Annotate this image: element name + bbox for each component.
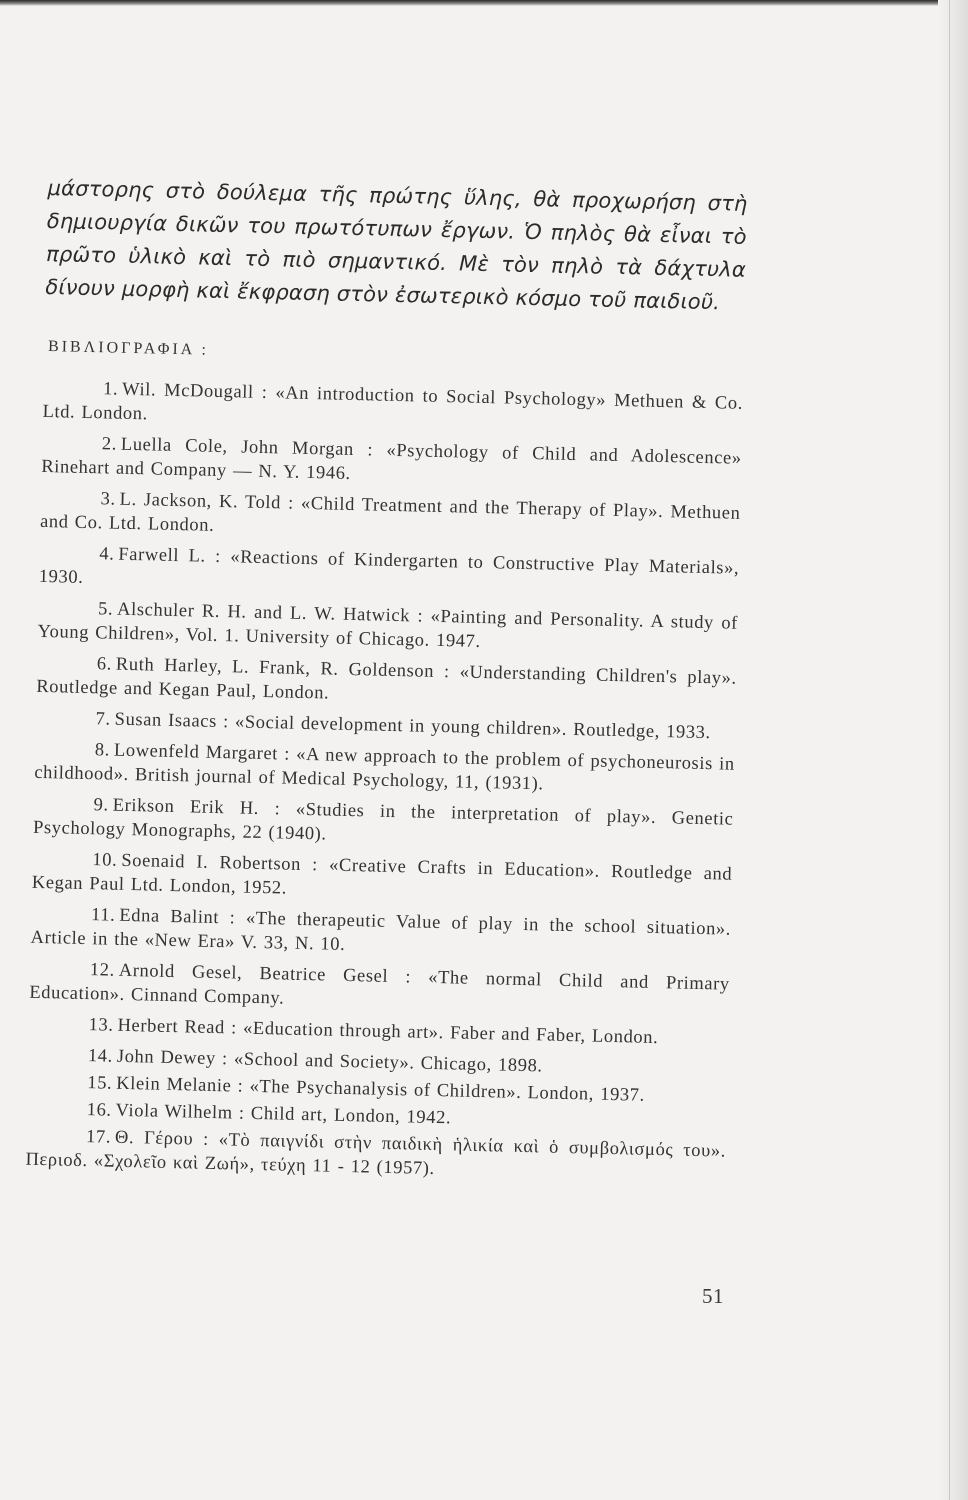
entry-text: Viola Wilhelm : Child art, London, 1942. [115,1100,452,1129]
entry-number: 4. [99,544,115,565]
bibliography-entry [34,737,735,801]
entry-text: Θ. Γέρου : «Τὸ παιγνίδι στὴν παιδικὴ ἡλικία καὶ ὁ συμβολισμός του». Περιοδ. «Σχολεῖο καὶ Ζωή», τεύχη 11 - 12 (1957). [25,1127,727,1180]
entry-text: Arnold Gesel, Beatrice Gesel : «The normal Child and Primary Education». Cinnand Company. [29,960,730,1009]
entry-text: Wil. McDougall : «An introduction to Social Psychology» Methuen & Co. Ltd. London. [42,379,744,425]
entry-number: 11. [90,905,116,926]
page-content [25,172,748,1195]
bibliography-entry [32,847,733,911]
bibliography-entry [42,376,743,440]
entry-number: 1. [102,379,119,400]
entry-text: L. Jackson, K. Told : «Child Treatment and the Therapy of Play». Methuen and Co. Ltd. London. [39,489,741,536]
bibliography-entry [41,431,742,495]
entry-text: Herbert Read : «Education through art». Faber and Faber, London. [117,1015,659,1049]
entry-text: Klein Melanie : «The Psychanalysis of Children». London, 1937. [116,1073,646,1106]
entry-text: Edna Balint : «The therapeutic Value of play in the school situation». Article in the «New Era» V. 33, N. 10. [30,905,732,955]
page-right-edge-line [949,0,950,1500]
page-top-edge-shadow [0,0,968,6]
entry-number: 10. [92,850,118,871]
entry-text: Ruth Harley, L. Frank, R. Goldenson : «Understanding Children's play». Routledge and Kegan Paul, London. [36,654,737,704]
bibliography-entry [39,541,740,605]
bibliography-heading: ΒΙΒΛΙΟΓΡΑΦΙΑ : [47,338,210,359]
bibliography-entry [33,792,734,856]
entry-text: Soenaid I. Robertson : «Creative Crafts in Education». Routledge and Kegan Paul Ltd. London, 1952. [31,850,733,899]
entry-number: 14. [87,1046,114,1067]
entry-number: 2. [101,434,118,455]
entry-text: Luella Cole, John Morgan : «Psychology of Child and Adolescence» Rinehart and Company — N. Y. 1946. [41,434,742,484]
bibliography-entry [37,596,738,660]
entry-text: Alschuler R. H. and L. W. Hatwick : «Painting and Personality. A study of Young Children», Vol. 1. University of Chicago. 1947. [37,599,739,652]
entry-text: Erikson Erik H. : «Studies in the interpretation of play». Genetic Psychology Monographs, 22 (1940). [32,795,734,845]
entry-text: John Dewey : «School and Society». Chicago, 1898. [116,1046,543,1077]
bibliography-entry [30,902,731,966]
bibliography-entry [40,486,741,550]
entry-text: Lowenfeld Margaret : «A new approach to the problem of psychoneurosis in childhood». British journal of Medical Psychology, 11, (1931). [34,740,735,795]
entry-text: Farwell L. : «Reactions of Kindergarten to Constructive Play Materials», 1930. [38,544,740,588]
entry-number: 17. [85,1127,112,1148]
page-right-edge-shadow [938,0,968,1500]
entry-number: 8. [94,740,111,761]
entry-number: 6. [96,654,113,675]
bibliography-entry [36,651,737,715]
entry-text: Susan Isaacs : «Social development in young children». Routledge, 1933. [114,709,711,744]
entry-number: 5. [97,599,114,620]
bibliography-list [25,376,743,1188]
entry-number: 12. [89,960,116,981]
entry-number: 3. [100,489,116,510]
page-number: 51 [702,1284,724,1308]
entry-number: 15. [87,1073,113,1094]
entry-number: 7. [95,709,111,730]
bibliography-entry [29,957,730,1021]
intro-paragraph: μάστορης στὸ δούλεμα τῆς πρώτης ὕλης, θὰ προχωρήση στὴ δημιουργία δικῶν του πρωτότυπων ἔργων. Ὁ πηλὸς θὰ εἶναι τὸ πρῶτο ὑλικὸ καὶ τὸ πιὸ σημαντικό. Μὲ τὸν πηλὸ τὰ δάχτυλα δίνουν μορφὴ καὶ ἔκφραση στὸν ἐσωτερικὸ κόσμο τοῦ παιδιοῦ. [45,175,748,315]
entry-number: 16. [86,1100,112,1121]
entry-number: 13. [88,1015,114,1036]
entry-number: 9. [93,795,109,816]
